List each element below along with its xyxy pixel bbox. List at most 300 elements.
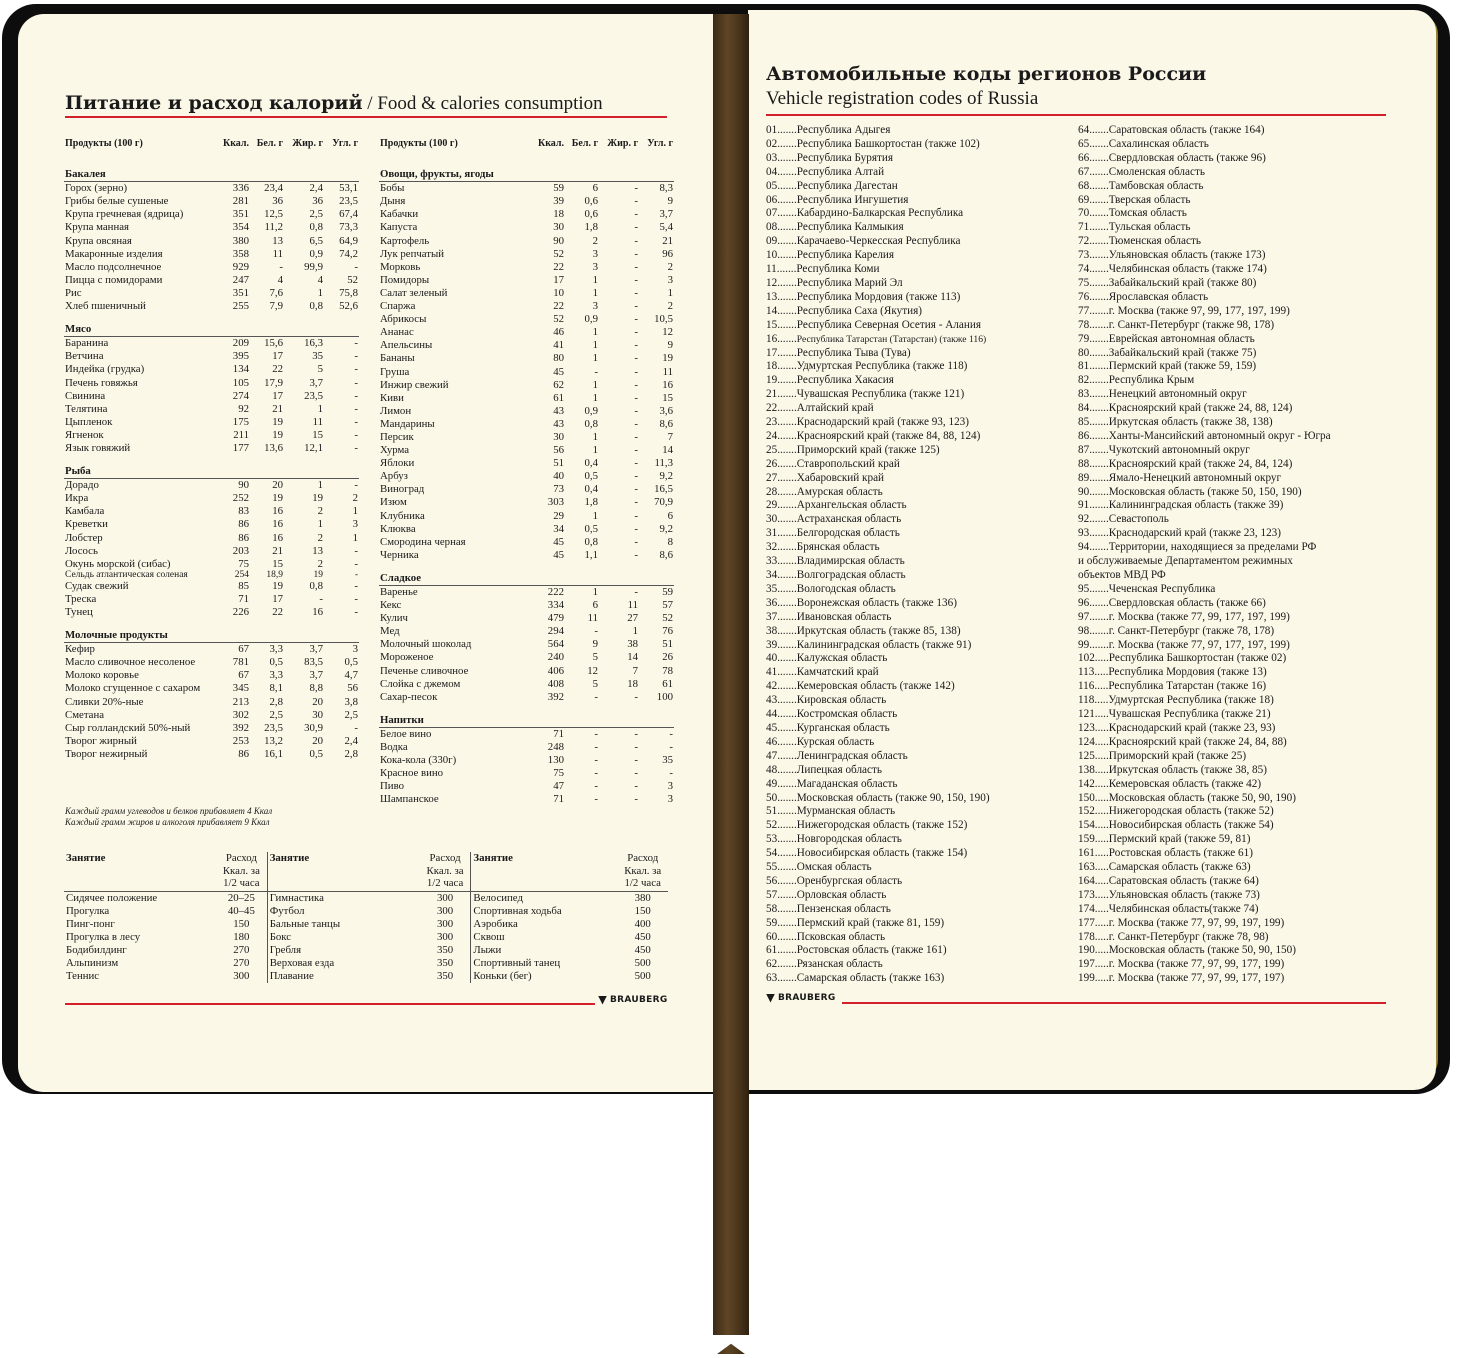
region-name: Кабардино-Балкарская Республика bbox=[796, 207, 964, 220]
nutrition-value: 80 bbox=[553, 352, 564, 365]
product-name: Лук репчатый bbox=[380, 247, 445, 260]
region-code: 38 bbox=[766, 624, 778, 637]
region-row bbox=[1078, 541, 1331, 555]
region-name: г. Москва (также 97, 99, 177, 197, 199) bbox=[1108, 304, 1290, 317]
table-row bbox=[379, 586, 674, 600]
nutrition-value: 17 bbox=[553, 273, 564, 286]
nutrition-value: 247 bbox=[232, 273, 249, 286]
region-row bbox=[766, 861, 990, 875]
nutrition-value: 12 bbox=[662, 326, 673, 339]
table-row bbox=[64, 944, 668, 957]
leader-dots: ..... bbox=[1094, 805, 1109, 818]
product-name: Сливки 20%-ные bbox=[65, 695, 144, 708]
nutrition-value: 19 bbox=[662, 352, 673, 365]
region-code: 36 bbox=[766, 596, 778, 609]
table-row bbox=[64, 350, 359, 363]
nutrition-value: 2,8 bbox=[269, 695, 283, 708]
nutrition-value: 0,4 bbox=[584, 483, 598, 496]
footer-rule bbox=[65, 1003, 595, 1005]
nutrition-value: 11 bbox=[662, 365, 673, 378]
region-code: 66 bbox=[1078, 151, 1090, 164]
region-code: 80 bbox=[1078, 346, 1090, 359]
nutrition-value: 30 bbox=[553, 221, 564, 234]
region-row bbox=[1078, 736, 1331, 750]
category-row bbox=[379, 562, 674, 586]
nutrition-value: - bbox=[634, 457, 638, 470]
bookmark-ribbon[interactable] bbox=[713, 14, 749, 1354]
nutrition-value: - bbox=[354, 363, 358, 376]
product-name: Тунец bbox=[65, 606, 93, 618]
kcal-value: 300 bbox=[436, 917, 454, 930]
region-code: 197 bbox=[1078, 958, 1095, 971]
leader-dots: ....... bbox=[777, 249, 797, 262]
leader-dots: ....... bbox=[1089, 263, 1109, 276]
nutrition-value: 45 bbox=[553, 365, 564, 378]
region-name: г. Москва (также 77, 97, 99, 197, 199) bbox=[1108, 916, 1285, 929]
region-name: Волгоградская область bbox=[796, 569, 906, 581]
nutrition-value: 9 bbox=[667, 195, 673, 208]
note-line: Каждый грамм углеводов и белков прибавляет 4 Ккал bbox=[65, 806, 273, 816]
nutrition-value: 30,9 bbox=[304, 721, 323, 734]
region-row bbox=[766, 722, 990, 736]
nutrition-value: 0,8 bbox=[584, 417, 598, 430]
leader-dots: ..... bbox=[1094, 749, 1109, 762]
nutrition-value: - bbox=[354, 606, 358, 618]
region-name: Воронежская область (также 136) bbox=[796, 596, 957, 609]
leader-dots: ....... bbox=[777, 276, 797, 289]
nutrition-value: - bbox=[634, 195, 638, 208]
leader-dots: ....... bbox=[777, 207, 797, 220]
leader-dots: ....... bbox=[777, 193, 797, 206]
nutrition-value: 203 bbox=[232, 544, 249, 557]
nutrition-value: 1 bbox=[592, 286, 598, 299]
kcal-value: 500 bbox=[634, 956, 651, 969]
leader-dots: ....... bbox=[1089, 527, 1109, 540]
nutrition-value: 52 bbox=[553, 247, 564, 260]
region-row bbox=[766, 805, 990, 819]
nutrition-value: 6 bbox=[667, 509, 673, 522]
product-name: Абрикосы bbox=[380, 313, 427, 326]
nutrition-value: 9 bbox=[667, 339, 673, 352]
food-header-row bbox=[64, 137, 359, 150]
nutrition-value: - bbox=[634, 313, 638, 326]
nutrition-value: - bbox=[354, 337, 358, 350]
table-row bbox=[379, 496, 674, 509]
nutrition-value: 2 bbox=[667, 260, 673, 273]
region-code: 49 bbox=[766, 777, 778, 790]
nutrition-value: 1 bbox=[592, 339, 598, 352]
region-row bbox=[766, 138, 990, 152]
region-row bbox=[1078, 875, 1331, 889]
leader-dots: ..... bbox=[1094, 916, 1109, 929]
nutrition-value: - bbox=[634, 793, 638, 806]
leader-dots: ....... bbox=[777, 416, 797, 429]
nutrition-value: 240 bbox=[547, 651, 564, 664]
leader-dots: ....... bbox=[777, 652, 797, 665]
region-name: Территории, находящиеся за пределами РФ bbox=[1108, 541, 1317, 554]
leader-dots: ....... bbox=[777, 318, 797, 331]
nutrition-value: 52 bbox=[347, 273, 358, 286]
nutrition-value: 7 bbox=[667, 430, 673, 443]
region-name: Новгородская область bbox=[796, 833, 902, 846]
region-name: Калининградская область (также 39) bbox=[1108, 499, 1284, 512]
nutrition-value: - bbox=[354, 376, 358, 389]
nutrition-value: 23,4 bbox=[264, 182, 283, 195]
region-code: 48 bbox=[766, 763, 778, 776]
region-row bbox=[1078, 625, 1331, 639]
table-row bbox=[64, 403, 359, 416]
activity-name: Пинг-понг bbox=[66, 917, 115, 930]
region-row bbox=[1078, 263, 1331, 277]
region-row bbox=[766, 903, 990, 917]
region-code: 11 bbox=[766, 263, 777, 276]
nutrition-value: 395 bbox=[232, 350, 249, 363]
leader-dots: ....... bbox=[776, 263, 797, 276]
leader-dots: ..... bbox=[1094, 763, 1109, 776]
leader-dots: ....... bbox=[777, 930, 797, 943]
region-name: объектов МВД РФ bbox=[1078, 569, 1166, 581]
nutrition-value: - bbox=[634, 339, 638, 352]
region-row bbox=[766, 402, 990, 416]
nutrition-value: 34 bbox=[553, 522, 564, 535]
nutrition-value: - bbox=[634, 260, 638, 273]
nutrition-value: 2 bbox=[592, 234, 598, 247]
product-name: Пиво bbox=[380, 780, 404, 793]
nutrition-value: 1 bbox=[352, 531, 358, 544]
leader-dots: ....... bbox=[1089, 499, 1109, 512]
nutrition-value: 64,9 bbox=[339, 234, 358, 247]
leader-dots: ..... bbox=[1094, 694, 1109, 707]
nutrition-value: 8,8 bbox=[309, 682, 323, 695]
leader-dots: ....... bbox=[777, 346, 797, 359]
region-code: 177 bbox=[1078, 916, 1095, 929]
region-name: Чукотский автономный округ bbox=[1108, 443, 1250, 456]
leader-dots: ..... bbox=[1094, 861, 1109, 874]
activity-name: Верховая езда bbox=[267, 957, 420, 970]
leader-dots: ....... bbox=[1089, 332, 1109, 345]
product-name: Макаронные изделия bbox=[65, 247, 163, 260]
region-row bbox=[1078, 360, 1331, 374]
region-name: Тульская область bbox=[1108, 221, 1191, 234]
region-row bbox=[1078, 402, 1331, 416]
activity-name: Футбол bbox=[267, 905, 420, 918]
region-name: г. Москва (также 77, 97, 99, 177, 197) bbox=[1108, 972, 1285, 985]
leader-dots: ....... bbox=[777, 332, 797, 345]
nutrition-value: 67 bbox=[238, 643, 249, 656]
product-name: Спаржа bbox=[380, 300, 416, 313]
nutrition-value: 254 bbox=[234, 569, 249, 580]
leader-dots: ..... bbox=[1094, 652, 1109, 665]
region-row bbox=[1078, 333, 1331, 347]
product-name: Творог жирный bbox=[65, 734, 137, 747]
nutrition-value: 222 bbox=[547, 586, 564, 598]
leader-dots: ....... bbox=[777, 485, 797, 498]
product-name: Лимон bbox=[380, 404, 412, 417]
category-row bbox=[64, 158, 359, 182]
leader-dots: ....... bbox=[777, 569, 797, 581]
table-row bbox=[379, 691, 674, 704]
nutrition-value: 3,7 bbox=[309, 376, 323, 389]
region-name: Иркутская область (также 38, 138) bbox=[1108, 416, 1273, 429]
region-row bbox=[766, 430, 990, 444]
activity-name: Плавание bbox=[267, 970, 420, 983]
nutrition-value: 3 bbox=[667, 780, 673, 793]
region-row bbox=[1078, 305, 1331, 319]
nutrition-value: 11,3 bbox=[654, 457, 673, 470]
nutrition-value: 252 bbox=[232, 492, 249, 505]
product-name: Окунь морской (сибас) bbox=[65, 557, 171, 570]
nutrition-value: - bbox=[634, 470, 638, 483]
product-name: Крупа гречневая (ядрица) bbox=[65, 208, 184, 221]
region-code: 35 bbox=[766, 582, 778, 595]
region-name: Костромская область bbox=[796, 708, 898, 721]
region-row bbox=[766, 263, 990, 277]
nutrition-value: 3,6 bbox=[659, 404, 673, 417]
nutrition-value: 83 bbox=[238, 505, 249, 518]
product-name: Творог нежирный bbox=[65, 747, 148, 760]
region-name: Республика Северная Осетия - Алания bbox=[796, 318, 981, 331]
region-code: 87 bbox=[1078, 443, 1090, 456]
product-name: Пицца с помидорами bbox=[65, 273, 163, 286]
region-name: Приморский край (также 125) bbox=[796, 443, 940, 456]
column-header-product: Продукты (100 г) bbox=[380, 138, 458, 149]
nutrition-value: 16,5 bbox=[654, 483, 673, 496]
kcal-header-line: Расход bbox=[627, 852, 659, 864]
region-code: 39 bbox=[766, 638, 778, 651]
region-name: Республика Бурятия bbox=[796, 151, 893, 164]
activity-name: Бодибилдинг bbox=[66, 943, 127, 956]
table-row bbox=[379, 523, 674, 536]
region-name: Магаданская область bbox=[796, 777, 898, 790]
region-row bbox=[1078, 221, 1331, 235]
region-row bbox=[766, 305, 990, 319]
nutrition-value: 27 bbox=[627, 612, 638, 625]
product-name: Шампанское bbox=[380, 793, 439, 806]
activity-name: Спортивная ходьба bbox=[471, 905, 618, 918]
activity-name: Спортивный танец bbox=[471, 957, 618, 970]
nutrition-value: 30 bbox=[312, 708, 323, 721]
region-row bbox=[1078, 583, 1331, 597]
region-row bbox=[1078, 555, 1331, 569]
table-row bbox=[64, 970, 668, 983]
region-row bbox=[766, 875, 990, 889]
product-name: Икра bbox=[65, 492, 89, 505]
leader-dots: ....... bbox=[1089, 513, 1109, 526]
nutrition-value: 1 bbox=[592, 586, 598, 598]
category-row bbox=[64, 313, 359, 337]
product-name: Кулич bbox=[380, 612, 408, 625]
kcal-value: 40–45 bbox=[227, 904, 255, 917]
region-row bbox=[1078, 194, 1331, 208]
table-row bbox=[64, 182, 359, 196]
leader-dots: ....... bbox=[777, 137, 797, 150]
activity-table bbox=[64, 852, 668, 983]
nutrition-value: 52 bbox=[553, 313, 564, 326]
leader-dots: ....... bbox=[777, 888, 797, 901]
activity-name: Коньки (бег) bbox=[471, 970, 618, 983]
table-row bbox=[64, 261, 359, 274]
nutrition-value: - bbox=[354, 441, 358, 454]
table-row bbox=[64, 363, 359, 376]
region-code: 03 bbox=[766, 151, 778, 164]
nutrition-value: 8,6 bbox=[659, 417, 673, 430]
product-name: Клюква bbox=[380, 522, 416, 535]
leader-dots: ....... bbox=[777, 861, 797, 874]
region-code: 94 bbox=[1078, 541, 1090, 554]
region-row bbox=[766, 569, 990, 583]
leader-dots: ....... bbox=[777, 402, 797, 415]
region-row bbox=[1078, 972, 1331, 986]
nutrition-value: 67 bbox=[238, 669, 249, 682]
nutrition-value: 6,5 bbox=[309, 234, 323, 247]
leader-dots: ....... bbox=[1089, 249, 1109, 262]
table-row bbox=[64, 416, 359, 429]
nutrition-value: - bbox=[354, 260, 358, 273]
leader-dots: ..... bbox=[1094, 791, 1109, 804]
column-header-product: Продукты (100 г) bbox=[65, 138, 143, 149]
table-row bbox=[64, 580, 359, 593]
region-code: 30 bbox=[766, 513, 778, 526]
nutrition-value: - bbox=[634, 273, 638, 286]
nutrition-value: 564 bbox=[547, 638, 564, 651]
region-code: 21 bbox=[766, 388, 778, 401]
product-name: Ягненок bbox=[65, 428, 104, 441]
region-name: Псковская область bbox=[796, 930, 886, 943]
leader-dots: ....... bbox=[777, 763, 797, 776]
column-header-protein: Бел. г bbox=[256, 138, 283, 149]
nutrition-value: 22 bbox=[272, 363, 283, 376]
nutrition-value: 17 bbox=[272, 350, 283, 363]
category-row bbox=[64, 619, 359, 643]
leader-dots: ....... bbox=[777, 374, 797, 387]
region-row bbox=[766, 513, 990, 527]
nutrition-value: 0,8 bbox=[309, 221, 323, 234]
region-row bbox=[1078, 138, 1331, 152]
kcal-value: 180 bbox=[233, 930, 250, 943]
leader-dots: ....... bbox=[777, 513, 797, 526]
region-code: 76 bbox=[1078, 290, 1090, 303]
region-row bbox=[766, 931, 990, 945]
region-name: Еврейская автономная область bbox=[1108, 332, 1255, 345]
region-name: Брянская область bbox=[796, 541, 880, 554]
region-row bbox=[1078, 764, 1331, 778]
nutrition-value: 1 bbox=[632, 625, 638, 638]
nutrition-value: 51 bbox=[553, 457, 564, 470]
leader-dots: ....... bbox=[777, 735, 797, 748]
kcal-value: 350 bbox=[436, 943, 454, 956]
activity-name: Теннис bbox=[66, 970, 100, 983]
nutrition-value: - bbox=[279, 260, 283, 273]
region-code: 18 bbox=[766, 360, 778, 373]
food-page-title: Питание и расход калорий / Food & calories consumption bbox=[65, 92, 603, 114]
region-row bbox=[1078, 833, 1331, 847]
product-name: Мороженое bbox=[380, 651, 434, 664]
nutrition-value: 3 bbox=[592, 247, 598, 260]
product-name: Кабачки bbox=[380, 208, 419, 221]
region-code: 88 bbox=[1078, 457, 1090, 470]
nutrition-value: 8,1 bbox=[269, 682, 283, 695]
regions-column-1 bbox=[766, 124, 990, 986]
product-name: Арбуз bbox=[380, 470, 408, 483]
nutrition-value: - bbox=[634, 391, 638, 404]
nutrition-value: 51 bbox=[662, 638, 673, 651]
region-row bbox=[1078, 374, 1331, 388]
table-row bbox=[379, 741, 674, 754]
region-code: 56 bbox=[766, 874, 778, 887]
nutrition-value: 209 bbox=[232, 337, 249, 350]
nutrition-value: - bbox=[354, 350, 358, 363]
nutrition-value: 20 bbox=[272, 479, 283, 492]
region-name: Пензенская область bbox=[796, 902, 891, 915]
product-name: Лосось bbox=[65, 544, 98, 557]
nutrition-value: 5 bbox=[592, 651, 598, 664]
nutrition-value: - bbox=[594, 690, 598, 703]
nutrition-value: 2 bbox=[352, 492, 358, 505]
table-row bbox=[64, 918, 668, 931]
nutrition-value: 345 bbox=[232, 682, 249, 695]
table-row bbox=[64, 221, 359, 234]
category-name: Молочные продукты bbox=[64, 619, 359, 643]
leader-dots: ..... bbox=[1094, 666, 1109, 679]
nutrition-value: 1 bbox=[317, 286, 323, 299]
nutrition-value: - bbox=[634, 522, 638, 535]
region-name: Ненецкий автономный округ bbox=[1108, 388, 1247, 401]
nutrition-value: 75,8 bbox=[339, 286, 358, 299]
nutrition-value: - bbox=[634, 208, 638, 221]
nutrition-value: 12 bbox=[587, 664, 598, 677]
region-row bbox=[766, 680, 990, 694]
nutrition-value: - bbox=[634, 496, 638, 509]
region-row bbox=[1078, 861, 1331, 875]
nutrition-value: - bbox=[634, 444, 638, 457]
region-row bbox=[1078, 917, 1331, 931]
region-name: Забайкальский край (также 80) bbox=[1108, 276, 1257, 289]
leader-dots: ....... bbox=[777, 916, 797, 929]
region-row bbox=[1078, 694, 1331, 708]
product-name: Хлеб пшеничный bbox=[65, 300, 146, 313]
nutrition-value: - bbox=[594, 754, 598, 767]
nutrition-value: 226 bbox=[232, 606, 249, 618]
region-row bbox=[1078, 708, 1331, 722]
product-name: Грибы белые сушеные bbox=[65, 195, 169, 208]
leader-dots: ....... bbox=[1089, 416, 1109, 429]
nutrition-value: 1,8 bbox=[584, 221, 598, 234]
nutrition-value: 15 bbox=[662, 391, 673, 404]
region-name: Липецкая область bbox=[796, 763, 882, 776]
region-code: 29 bbox=[766, 499, 778, 512]
region-name: Московская область (также 50, 90, 190) bbox=[1108, 791, 1296, 804]
nutrition-value: 17 bbox=[272, 389, 283, 402]
region-row bbox=[1078, 152, 1331, 166]
nutrition-value: 21 bbox=[272, 402, 283, 415]
region-code: 161 bbox=[1078, 847, 1095, 860]
region-row bbox=[766, 374, 990, 388]
kcal-value: 400 bbox=[634, 917, 651, 930]
kcal-value: 450 bbox=[634, 943, 651, 956]
leader-dots: ....... bbox=[777, 596, 797, 609]
region-name: Пермский край (также 59, 81) bbox=[1108, 833, 1251, 846]
nutrition-value: 0,5 bbox=[309, 747, 323, 760]
region-name: Удмуртская Республика (также 118) bbox=[796, 360, 968, 373]
product-name: Мед bbox=[380, 625, 400, 638]
region-code: 199 bbox=[1078, 972, 1095, 985]
region-row bbox=[1078, 207, 1331, 221]
region-name: Краснодарский край (также 23, 93) bbox=[1108, 721, 1276, 734]
table-row bbox=[379, 300, 674, 313]
nutrition-value: 175 bbox=[232, 415, 249, 428]
product-name: Дорадо bbox=[65, 479, 99, 492]
nutrition-value: - bbox=[634, 509, 638, 522]
